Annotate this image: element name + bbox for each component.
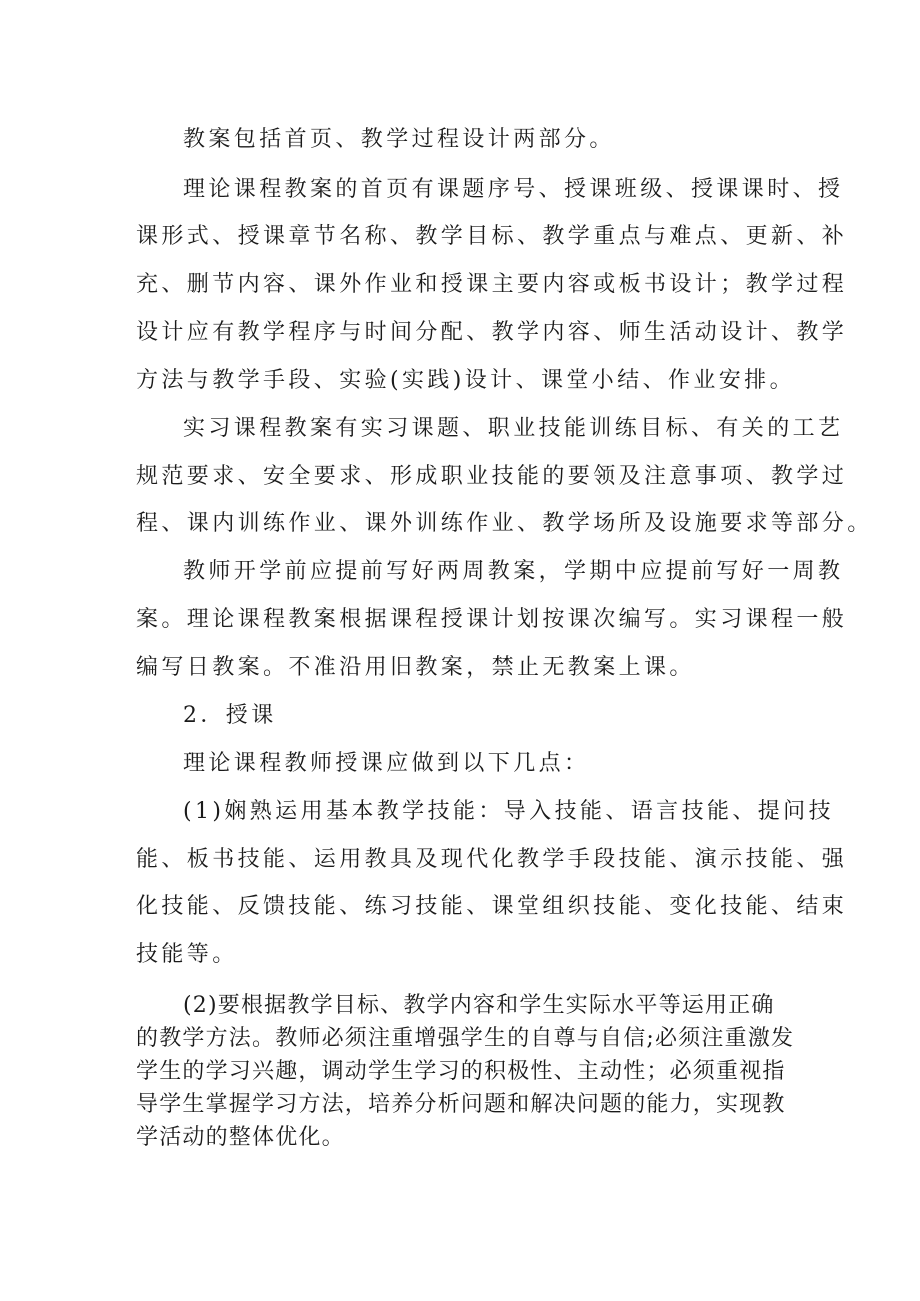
- list-item-line: 学生的学习兴趣，调动学生学习的积极性、主动性；必须重视指: [136, 1059, 786, 1084]
- paragraph-line: 案。理论课程教案根据课程授课计划按课次编写。实习课程一般: [136, 607, 848, 632]
- section-heading: 2．授课: [183, 703, 277, 728]
- paragraph-line: 程、课内训练作业、课外训练作业、教学场所及设施要求等部分。: [136, 511, 873, 536]
- paragraph-line: 规范要求、安全要求、形成职业技能的要领及注意事项、教学过: [136, 464, 848, 489]
- list-item-line: 能、板书技能、运用教具及现代化教学手段技能、演示技能、强: [136, 847, 848, 872]
- paragraph-line: 教师开学前应提前写好两周教案，学期中应提前写好一周教: [183, 559, 844, 584]
- paragraph-line: 教案包括首页、教学过程设计两部分。: [183, 127, 615, 152]
- list-item-line: 学活动的整体优化。: [136, 1125, 345, 1150]
- paragraph-line: 理论课程教师授课应做到以下几点：: [183, 751, 590, 776]
- paragraph-line: 充、删节内容、课外作业和授课主要内容或板书设计；教学过程: [136, 272, 848, 297]
- paragraph-line: 设计应有教学程序与时间分配、教学内容、师生活动设计、教学: [136, 320, 848, 345]
- list-item-line: 的教学方法。教师必须注重增强学生的自尊与自信;必须注重激发: [136, 1026, 795, 1051]
- list-item-line: 导学生掌握学习方法，培养分析问题和解决问题的能力，实现教: [136, 1092, 786, 1117]
- list-item-line: (1)娴熟运用基本教学技能：导入技能、语言技能、提问技: [183, 799, 834, 824]
- list-item-line: (2)要根据教学目标、教学内容和学生实际水平等运用正确: [183, 993, 775, 1018]
- list-item-line: 化技能、反馈技能、练习技能、课堂组织技能、变化技能、结束: [136, 894, 848, 919]
- list-item-line: 技能等。: [136, 942, 238, 967]
- paragraph-line: 理论课程教案的首页有课题序号、授课班级、授课课时、授: [183, 177, 844, 202]
- paragraph-line: 编写日教案。不准沿用旧教案，禁止无教案上课。: [136, 655, 695, 680]
- paragraph-line: 方法与教学手段、实验(实践)设计、课堂小结、作业安排。: [136, 368, 795, 393]
- paragraph-line: 实习课程教案有实习课题、职业技能训练目标、有关的工艺: [183, 416, 844, 441]
- paragraph-line: 课形式、授课章节名称、教学目标、教学重点与难点、更新、补: [136, 224, 848, 249]
